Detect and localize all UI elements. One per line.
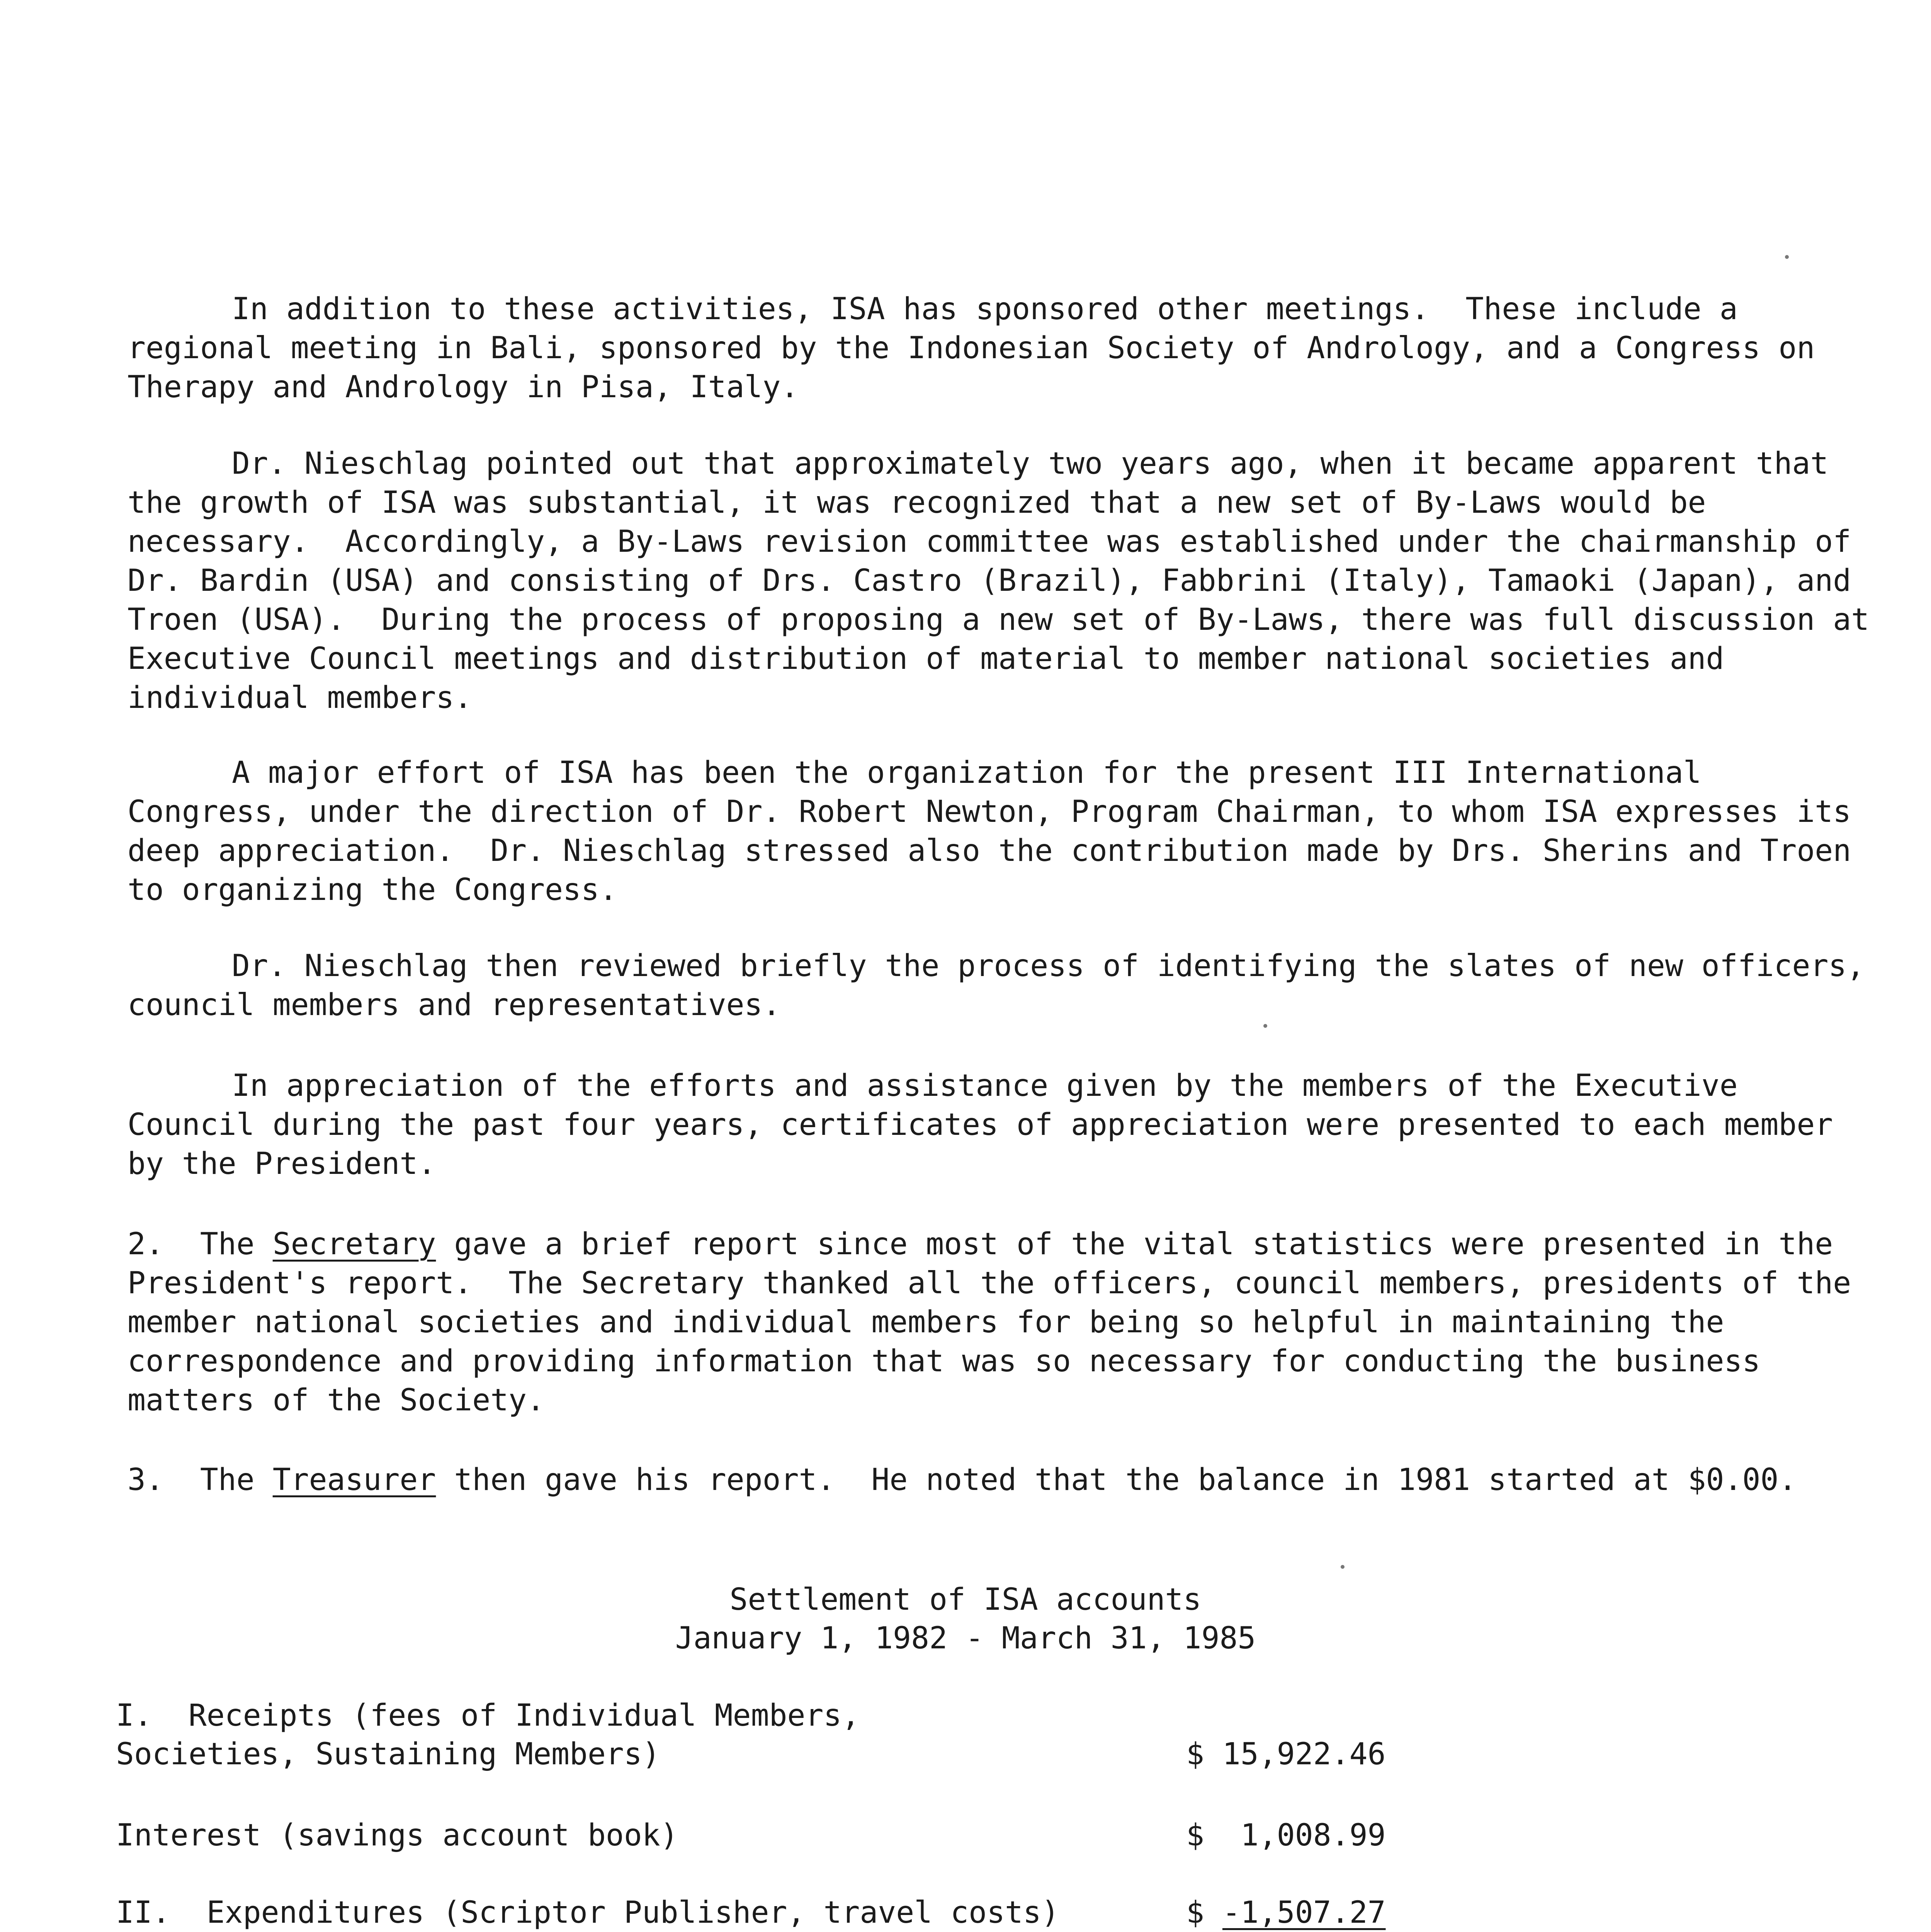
receipts-label-line2: Societies, Sustaining Members) [116,1737,660,1772]
treasurer-report: 3. The Treasurer then gave his report. He noted that the balance in 1981 started at $0.00. [127,1463,1797,1497]
scan-speck [1785,255,1789,259]
receipts-label-line1: I. Receipts (fees of Individual Members, [116,1698,860,1733]
expenditures-amount: -1,507.27 [1222,1895,1386,1930]
secretary-report: 2. The Secretary gave a brief report since most of the vital statistics were presented in the President's report. The Secretary thanked all the officers, council members, presidents of the member national societies and individual members for being so helpful in maintaining the correspondence and providing information that was so necessary for conducting the business matters of the Society. [127,1227,1870,1418]
scan-speck [1263,1024,1267,1028]
treasurer-heading: Treasurer [272,1463,436,1497]
paragraph-congress: A major effort of ISA has been the organization for the present III International Congress, under the direction of Dr. Robert Newton, Program Chairman, to whom ISA expresses its deep appreciation. Dr. Nieschlag stressed also the contribution made by Drs. Sherins and Troen to organizing the Congress. [127,755,1870,907]
paragraph-other-meetings: In addition to these activities, ISA has sponsored other meetings. These include a regional meeting in Bali, sponsored by the Indonesian Society of Andrology, and a Congress on Therapy and Andrology in Pisa, Italy. [127,292,1833,405]
scan-speck [1341,1565,1345,1569]
expenditures-label: II. Expenditures (Scriptor Publisher, travel costs) [116,1895,1059,1930]
paragraph-slates: Dr. Nieschlag then reviewed briefly the process of identifying the slates of new officers, council members and representatives. [127,949,1883,1022]
expenditures-amount-cell: $ -1,507.27 [1186,1895,1386,1930]
paragraph-certificates: In appreciation of the efforts and assistance given by the members of the Executive Council during the past four years, certificates of appreciation were presented to each member by the President. [127,1068,1851,1181]
interest-amount: $ 1,008.99 [1186,1818,1386,1853]
receipts-amount: $ 15,922.46 [1186,1737,1386,1772]
secretary-heading: Secretary [272,1227,436,1262]
settlement-title: Settlement of ISA accounts [729,1582,1202,1617]
settlement-period: January 1, 1982 - March 31, 1985 [675,1621,1256,1656]
interest-label: Interest (savings account book) [116,1818,678,1853]
paragraph-bylaws: Dr. Nieschlag pointed out that approximately two years ago, when it became apparent that the growth of ISA was substantial, it was recognized that a new set of By-Laws would be necessary. Accordingly, a By-Laws revision committee was established under the chairmanship of Dr. Bardin (USA) and consisting of Drs. Castro (Brazil), Fabbrini (Italy), Tamaoki (Japan), and Troen (USA). During the process of proposing a new set of By-Laws, there was full discussion at Executive Council meetings and distribution of material to member national societies and individual members. [127,446,1888,715]
